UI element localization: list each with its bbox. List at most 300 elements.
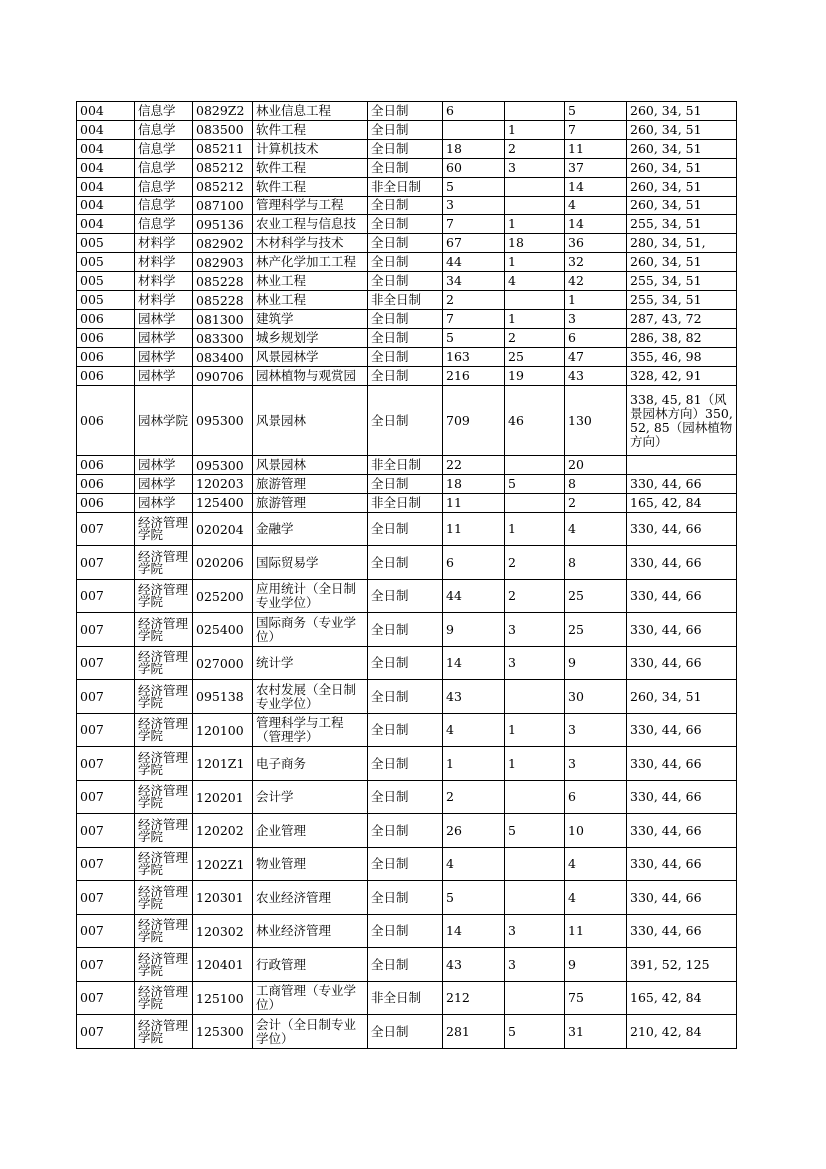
cell-exempt-count: 1 — [505, 747, 565, 781]
cell-exempt-count — [505, 291, 565, 310]
cell-school-name: 经济管理学院 — [135, 546, 193, 580]
cell-applicants: 216 — [443, 367, 505, 386]
cell-exempt-count — [505, 493, 565, 512]
cell-major-name: 农业工程与信息技 — [253, 215, 368, 234]
cell-major-name: 风景园林 — [253, 386, 368, 456]
cell-major-code: 087100 — [193, 196, 253, 215]
cell-enrolled-count: 4 — [565, 847, 627, 881]
cell-exempt-count: 1 — [505, 253, 565, 272]
cell-study-type: 非全日制 — [368, 291, 443, 310]
cell-study-type: 全日制 — [368, 348, 443, 367]
cell-enrolled-count: 6 — [565, 329, 627, 348]
cell-enrolled-count: 4 — [565, 512, 627, 546]
cell-score-line: 330, 44, 66 — [627, 847, 737, 881]
cell-applicants: 3 — [443, 196, 505, 215]
table-row — [77, 139, 737, 158]
cell-major-code: 081300 — [193, 310, 253, 329]
cell-exempt-count — [505, 456, 565, 475]
cell-major-name: 国际贸易学 — [253, 546, 368, 580]
cell-major-name: 风景园林学 — [253, 348, 368, 367]
cell-major-code: 082903 — [193, 253, 253, 272]
cell-score-line: 255, 34, 51 — [627, 272, 737, 291]
cell-score-line: 260, 34, 51 — [627, 177, 737, 196]
table-row — [77, 310, 737, 329]
cell-major-code: 083300 — [193, 329, 253, 348]
cell-score-line: 330, 44, 66 — [627, 747, 737, 781]
table-row — [77, 215, 737, 234]
cell-exempt-count — [505, 847, 565, 881]
cell-dept-code: 007 — [77, 680, 135, 714]
cell-school-name: 园林学 — [135, 456, 193, 475]
cell-exempt-count: 3 — [505, 158, 565, 177]
cell-score-line: 210, 42, 84 — [627, 1015, 737, 1049]
cell-score-line: 280, 34, 51, — [627, 234, 737, 253]
cell-score-line: 391, 52, 125 — [627, 948, 737, 982]
cell-exempt-count: 18 — [505, 234, 565, 253]
cell-major-name: 农业经济管理 — [253, 881, 368, 915]
cell-exempt-count — [505, 981, 565, 1015]
cell-dept-code: 007 — [77, 546, 135, 580]
cell-school-name: 经济管理学院 — [135, 780, 193, 814]
cell-study-type: 全日制 — [368, 367, 443, 386]
cell-school-name: 信息学 — [135, 139, 193, 158]
cell-major-name: 林业工程 — [253, 291, 368, 310]
cell-applicants: 18 — [443, 139, 505, 158]
cell-school-name: 园林学 — [135, 310, 193, 329]
cell-dept-code: 004 — [77, 158, 135, 177]
cell-study-type: 非全日制 — [368, 456, 443, 475]
cell-applicants: 6 — [443, 102, 505, 121]
cell-study-type: 全日制 — [368, 234, 443, 253]
cell-major-name: 旅游管理 — [253, 474, 368, 493]
cell-score-line: 260, 34, 51 — [627, 196, 737, 215]
table-row — [77, 474, 737, 493]
cell-exempt-count — [505, 680, 565, 714]
cell-major-name: 园林植物与观赏园 — [253, 367, 368, 386]
cell-major-name: 会计学 — [253, 780, 368, 814]
cell-major-code: 025200 — [193, 579, 253, 613]
cell-enrolled-count: 11 — [565, 914, 627, 948]
cell-applicants: 4 — [443, 713, 505, 747]
cell-school-name: 信息学 — [135, 102, 193, 121]
cell-exempt-count: 1 — [505, 310, 565, 329]
cell-score-line: 260, 34, 51 — [627, 102, 737, 121]
cell-major-name: 统计学 — [253, 646, 368, 680]
table-row — [77, 981, 737, 1015]
cell-major-code: 095138 — [193, 680, 253, 714]
cell-score-line: 330, 44, 66 — [627, 914, 737, 948]
table-row — [77, 348, 737, 367]
cell-study-type: 全日制 — [368, 780, 443, 814]
cell-dept-code: 006 — [77, 474, 135, 493]
cell-study-type: 全日制 — [368, 310, 443, 329]
cell-enrolled-count: 32 — [565, 253, 627, 272]
cell-major-code: 082902 — [193, 234, 253, 253]
cell-enrolled-count: 43 — [565, 367, 627, 386]
table-row — [77, 680, 737, 714]
cell-applicants: 7 — [443, 310, 505, 329]
cell-dept-code: 007 — [77, 981, 135, 1015]
cell-dept-code: 005 — [77, 253, 135, 272]
cell-major-name: 软件工程 — [253, 177, 368, 196]
cell-score-line: 255, 34, 51 — [627, 215, 737, 234]
cell-major-name: 应用统计（全日制专业学位） — [253, 579, 368, 613]
cell-dept-code: 005 — [77, 234, 135, 253]
cell-enrolled-count: 9 — [565, 646, 627, 680]
cell-applicants: 14 — [443, 914, 505, 948]
table-row — [77, 329, 737, 348]
cell-exempt-count: 25 — [505, 348, 565, 367]
cell-enrolled-count: 9 — [565, 948, 627, 982]
cell-enrolled-count: 8 — [565, 546, 627, 580]
cell-major-name: 林产化学加工工程 — [253, 253, 368, 272]
cell-study-type: 全日制 — [368, 329, 443, 348]
cell-school-name: 材料学 — [135, 234, 193, 253]
cell-exempt-count: 2 — [505, 546, 565, 580]
cell-major-name: 管理科学与工程（管理学） — [253, 713, 368, 747]
cell-dept-code: 006 — [77, 310, 135, 329]
cell-major-name: 管理科学与工程 — [253, 196, 368, 215]
cell-major-name: 金融学 — [253, 512, 368, 546]
cell-major-code: 020206 — [193, 546, 253, 580]
cell-exempt-count: 1 — [505, 120, 565, 139]
cell-enrolled-count: 20 — [565, 456, 627, 475]
cell-applicants: 163 — [443, 348, 505, 367]
cell-applicants: 5 — [443, 881, 505, 915]
cell-exempt-count: 2 — [505, 579, 565, 613]
cell-applicants: 2 — [443, 780, 505, 814]
cell-applicants: 2 — [443, 291, 505, 310]
cell-major-name: 软件工程 — [253, 158, 368, 177]
cell-major-name: 国际商务（专业学位） — [253, 613, 368, 647]
cell-major-code: 025400 — [193, 613, 253, 647]
cell-major-code: 083500 — [193, 120, 253, 139]
cell-score-line: 330, 44, 66 — [627, 881, 737, 915]
cell-score-line: 260, 34, 51 — [627, 139, 737, 158]
table-row — [77, 512, 737, 546]
cell-school-name: 信息学 — [135, 158, 193, 177]
cell-major-name: 工商管理（专业学位） — [253, 981, 368, 1015]
cell-major-name: 行政管理 — [253, 948, 368, 982]
cell-dept-code: 007 — [77, 1015, 135, 1049]
cell-applicants: 18 — [443, 474, 505, 493]
cell-school-name: 园林学 — [135, 367, 193, 386]
cell-enrolled-count: 10 — [565, 814, 627, 848]
cell-major-name: 风景园林 — [253, 456, 368, 475]
cell-applicants: 5 — [443, 329, 505, 348]
cell-dept-code: 007 — [77, 814, 135, 848]
cell-enrolled-count: 3 — [565, 747, 627, 781]
cell-exempt-count: 2 — [505, 139, 565, 158]
cell-study-type: 全日制 — [368, 546, 443, 580]
cell-enrolled-count: 25 — [565, 579, 627, 613]
cell-exempt-count: 3 — [505, 613, 565, 647]
cell-major-code: 020204 — [193, 512, 253, 546]
cell-dept-code: 007 — [77, 713, 135, 747]
table-row — [77, 948, 737, 982]
cell-applicants: 43 — [443, 948, 505, 982]
cell-applicants: 44 — [443, 579, 505, 613]
cell-enrolled-count: 75 — [565, 981, 627, 1015]
cell-enrolled-count: 4 — [565, 196, 627, 215]
cell-major-code: 120203 — [193, 474, 253, 493]
cell-school-name: 经济管理学院 — [135, 914, 193, 948]
cell-dept-code: 007 — [77, 646, 135, 680]
cell-study-type: 全日制 — [368, 272, 443, 291]
table-row — [77, 196, 737, 215]
cell-exempt-count: 1 — [505, 215, 565, 234]
cell-study-type: 全日制 — [368, 386, 443, 456]
cell-major-code: 1202Z1 — [193, 847, 253, 881]
cell-applicants: 212 — [443, 981, 505, 1015]
cell-study-type: 全日制 — [368, 512, 443, 546]
cell-exempt-count: 1 — [505, 713, 565, 747]
cell-score-line: 330, 44, 66 — [627, 579, 737, 613]
cell-exempt-count — [505, 196, 565, 215]
cell-score-line: 260, 34, 51 — [627, 253, 737, 272]
cell-dept-code: 004 — [77, 215, 135, 234]
cell-school-name: 材料学 — [135, 272, 193, 291]
cell-study-type: 非全日制 — [368, 493, 443, 512]
cell-study-type: 全日制 — [368, 1015, 443, 1049]
cell-school-name: 园林学 — [135, 474, 193, 493]
cell-enrolled-count: 37 — [565, 158, 627, 177]
cell-study-type: 全日制 — [368, 814, 443, 848]
cell-score-line: 260, 34, 51 — [627, 680, 737, 714]
cell-study-type: 全日制 — [368, 881, 443, 915]
cell-score-line: 330, 44, 66 — [627, 780, 737, 814]
cell-major-name: 计算机技术 — [253, 139, 368, 158]
cell-enrolled-count: 5 — [565, 102, 627, 121]
cell-school-name: 经济管理学院 — [135, 981, 193, 1015]
cell-score-line: 328, 42, 91 — [627, 367, 737, 386]
cell-enrolled-count: 3 — [565, 713, 627, 747]
cell-applicants: 709 — [443, 386, 505, 456]
cell-dept-code: 004 — [77, 102, 135, 121]
cell-study-type: 全日制 — [368, 914, 443, 948]
admissions-table — [76, 101, 737, 1049]
cell-dept-code: 007 — [77, 747, 135, 781]
cell-enrolled-count: 25 — [565, 613, 627, 647]
cell-applicants: 26 — [443, 814, 505, 848]
cell-exempt-count: 46 — [505, 386, 565, 456]
cell-major-name: 企业管理 — [253, 814, 368, 848]
cell-score-line — [627, 456, 737, 475]
cell-enrolled-count: 8 — [565, 474, 627, 493]
table-row — [77, 1015, 737, 1049]
cell-school-name: 园林学 — [135, 348, 193, 367]
cell-dept-code: 006 — [77, 329, 135, 348]
cell-applicants — [443, 120, 505, 139]
cell-major-name: 木材科学与技术 — [253, 234, 368, 253]
cell-dept-code: 007 — [77, 780, 135, 814]
cell-study-type: 全日制 — [368, 253, 443, 272]
cell-study-type: 全日制 — [368, 474, 443, 493]
cell-dept-code: 007 — [77, 914, 135, 948]
cell-enrolled-count: 3 — [565, 310, 627, 329]
cell-major-name: 会计（全日制专业学位） — [253, 1015, 368, 1049]
table-row — [77, 881, 737, 915]
cell-study-type: 全日制 — [368, 196, 443, 215]
cell-school-name: 材料学 — [135, 253, 193, 272]
cell-applicants: 9 — [443, 613, 505, 647]
cell-applicants: 4 — [443, 847, 505, 881]
cell-score-line: 330, 44, 66 — [627, 646, 737, 680]
cell-major-code: 125400 — [193, 493, 253, 512]
table-row — [77, 291, 737, 310]
cell-school-name: 经济管理学院 — [135, 814, 193, 848]
table-row — [77, 102, 737, 121]
cell-score-line: 165, 42, 84 — [627, 493, 737, 512]
cell-school-name: 信息学 — [135, 215, 193, 234]
cell-score-line: 330, 44, 66 — [627, 613, 737, 647]
cell-enrolled-count: 42 — [565, 272, 627, 291]
cell-applicants: 44 — [443, 253, 505, 272]
cell-exempt-count: 4 — [505, 272, 565, 291]
cell-enrolled-count: 7 — [565, 120, 627, 139]
cell-dept-code: 004 — [77, 177, 135, 196]
cell-school-name: 经济管理学院 — [135, 1015, 193, 1049]
cell-major-code: 085212 — [193, 177, 253, 196]
cell-major-name: 林业工程 — [253, 272, 368, 291]
cell-exempt-count — [505, 881, 565, 915]
table-row — [77, 158, 737, 177]
table-row — [77, 613, 737, 647]
table-row — [77, 713, 737, 747]
cell-major-name: 林业经济管理 — [253, 914, 368, 948]
cell-applicants: 5 — [443, 177, 505, 196]
cell-dept-code: 004 — [77, 196, 135, 215]
cell-school-name: 经济管理学院 — [135, 713, 193, 747]
cell-study-type: 全日制 — [368, 102, 443, 121]
cell-major-code: 085211 — [193, 139, 253, 158]
cell-school-name: 信息学 — [135, 120, 193, 139]
cell-major-code: 095300 — [193, 386, 253, 456]
cell-major-code: 120401 — [193, 948, 253, 982]
cell-score-line: 165, 42, 84 — [627, 981, 737, 1015]
cell-major-code: 085228 — [193, 291, 253, 310]
cell-major-code: 120302 — [193, 914, 253, 948]
cell-dept-code: 006 — [77, 456, 135, 475]
cell-score-line: 330, 44, 66 — [627, 474, 737, 493]
cell-exempt-count: 5 — [505, 1015, 565, 1049]
table-row — [77, 253, 737, 272]
cell-study-type: 全日制 — [368, 847, 443, 881]
cell-study-type: 全日制 — [368, 120, 443, 139]
cell-major-code: 085212 — [193, 158, 253, 177]
cell-major-code: 125300 — [193, 1015, 253, 1049]
cell-exempt-count: 3 — [505, 948, 565, 982]
cell-dept-code: 006 — [77, 493, 135, 512]
cell-school-name: 园林学 — [135, 329, 193, 348]
cell-school-name: 经济管理学院 — [135, 747, 193, 781]
cell-school-name: 经济管理学院 — [135, 881, 193, 915]
table-row — [77, 747, 737, 781]
cell-study-type: 全日制 — [368, 747, 443, 781]
cell-applicants: 60 — [443, 158, 505, 177]
cell-major-name: 建筑学 — [253, 310, 368, 329]
cell-study-type: 非全日制 — [368, 981, 443, 1015]
cell-study-type: 全日制 — [368, 948, 443, 982]
cell-enrolled-count: 6 — [565, 780, 627, 814]
table-row — [77, 272, 737, 291]
cell-dept-code: 007 — [77, 512, 135, 546]
table-body — [77, 102, 737, 1049]
table-row — [77, 456, 737, 475]
cell-major-name: 软件工程 — [253, 120, 368, 139]
cell-study-type: 全日制 — [368, 613, 443, 647]
cell-major-code: 090706 — [193, 367, 253, 386]
cell-enrolled-count: 1 — [565, 291, 627, 310]
cell-applicants: 14 — [443, 646, 505, 680]
cell-score-line: 338, 45, 81（风景园林方向）350, 52, 85（园林植物方向） — [627, 386, 737, 456]
cell-score-line: 330, 44, 66 — [627, 512, 737, 546]
cell-school-name: 经济管理学院 — [135, 613, 193, 647]
table-row — [77, 847, 737, 881]
cell-major-code: 085228 — [193, 272, 253, 291]
cell-school-name: 经济管理学院 — [135, 680, 193, 714]
cell-dept-code: 007 — [77, 847, 135, 881]
cell-exempt-count: 19 — [505, 367, 565, 386]
cell-enrolled-count: 30 — [565, 680, 627, 714]
cell-exempt-count: 5 — [505, 474, 565, 493]
cell-dept-code: 006 — [77, 386, 135, 456]
cell-enrolled-count: 14 — [565, 215, 627, 234]
cell-major-name: 林业信息工程 — [253, 102, 368, 121]
cell-applicants: 11 — [443, 512, 505, 546]
cell-dept-code: 006 — [77, 367, 135, 386]
cell-exempt-count — [505, 780, 565, 814]
cell-applicants: 67 — [443, 234, 505, 253]
table-row — [77, 120, 737, 139]
cell-score-line: 260, 34, 51 — [627, 158, 737, 177]
cell-applicants: 7 — [443, 215, 505, 234]
cell-school-name: 园林学 — [135, 493, 193, 512]
cell-major-name: 电子商务 — [253, 747, 368, 781]
cell-major-name: 城乡规划学 — [253, 329, 368, 348]
table-row — [77, 914, 737, 948]
table-row — [77, 546, 737, 580]
cell-school-name: 信息学 — [135, 177, 193, 196]
table-row — [77, 646, 737, 680]
cell-dept-code: 007 — [77, 579, 135, 613]
cell-major-code: 083400 — [193, 348, 253, 367]
cell-major-name: 农村发展（全日制专业学位） — [253, 680, 368, 714]
cell-exempt-count: 5 — [505, 814, 565, 848]
cell-study-type: 全日制 — [368, 680, 443, 714]
cell-major-code: 120301 — [193, 881, 253, 915]
cell-study-type: 全日制 — [368, 646, 443, 680]
cell-enrolled-count: 11 — [565, 139, 627, 158]
cell-score-line: 260, 34, 51 — [627, 120, 737, 139]
cell-applicants: 6 — [443, 546, 505, 580]
cell-applicants: 43 — [443, 680, 505, 714]
table-row — [77, 493, 737, 512]
table-row — [77, 579, 737, 613]
cell-exempt-count — [505, 177, 565, 196]
cell-dept-code: 006 — [77, 348, 135, 367]
table-row — [77, 386, 737, 456]
cell-school-name: 经济管理学院 — [135, 948, 193, 982]
cell-dept-code: 004 — [77, 120, 135, 139]
cell-study-type: 全日制 — [368, 139, 443, 158]
cell-enrolled-count: 2 — [565, 493, 627, 512]
cell-dept-code: 007 — [77, 613, 135, 647]
cell-major-code: 120202 — [193, 814, 253, 848]
cell-applicants: 1 — [443, 747, 505, 781]
cell-applicants: 11 — [443, 493, 505, 512]
cell-enrolled-count: 130 — [565, 386, 627, 456]
